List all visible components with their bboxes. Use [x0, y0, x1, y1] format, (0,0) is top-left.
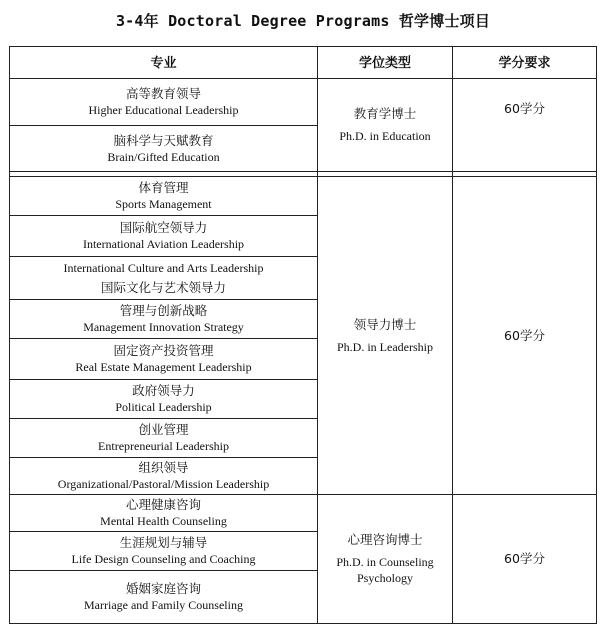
major-zh: 国际航空领导力 — [119, 220, 208, 235]
major-zh: 高等教育领导 — [125, 86, 201, 101]
credits-cell — [453, 79, 597, 172]
major-en: International Culture and Arts Leadership — [63, 261, 264, 275]
degree-cell — [318, 79, 453, 172]
credits-value: 60学分 — [504, 101, 545, 116]
major-cell — [10, 419, 318, 458]
degree-zh: 教育学博士 — [353, 106, 417, 121]
credits-cell — [453, 177, 597, 495]
degree-zh: 心理咨询博士 — [347, 532, 423, 547]
major-cell — [10, 458, 318, 495]
major-zh: 创业管理 — [138, 422, 189, 437]
major-zh: 体育管理 — [138, 180, 189, 195]
major-cell — [10, 571, 318, 624]
major-zh: 组织领导 — [138, 460, 189, 475]
degree-en: Ph.D. in Education — [339, 129, 431, 143]
major-cell — [10, 257, 318, 300]
table-row — [10, 495, 597, 532]
degree-cell — [318, 495, 453, 624]
major-en: Organizational/Pastoral/Mission Leadership — [57, 477, 270, 491]
major-en: Life Design Counseling and Coaching — [71, 552, 256, 566]
major-en: Real Estate Management Leadership — [75, 360, 252, 374]
major-zh: 婚姻家庭咨询 — [125, 581, 201, 596]
major-zh: 国际文化与艺术领导力 — [100, 280, 226, 295]
major-zh: 政府领导力 — [132, 383, 195, 398]
major-en: Higher Educational Leadership — [88, 103, 239, 117]
major-en: International Aviation Leadership — [82, 237, 245, 251]
credits-value: 60学分 — [504, 327, 545, 343]
major-en: Marriage and Family Counseling — [84, 598, 243, 612]
table-row — [10, 177, 597, 216]
major-zh: 心理健康咨询 — [125, 497, 201, 512]
page-title: 3-4年 Doctoral Degree Programs 哲学博士项目 — [115, 12, 491, 30]
credits-value: 60学分 — [504, 551, 545, 566]
major-cell — [10, 380, 318, 419]
degree-zh: 领导力博士 — [353, 316, 417, 332]
major-cell — [10, 216, 318, 257]
table-row — [10, 79, 597, 126]
major-en: Political Leadership — [115, 400, 212, 414]
major-en: Entrepreneurial Leadership — [98, 439, 229, 453]
major-cell — [10, 532, 318, 571]
major-zh: 生涯规划与辅导 — [119, 535, 208, 550]
major-zh: 脑科学与天赋教育 — [113, 132, 214, 148]
major-cell — [10, 495, 318, 532]
major-en: Mental Health Counseling — [100, 514, 227, 528]
major-cell — [10, 300, 318, 339]
major-en: Sports Management — [115, 197, 212, 211]
header-credits: 学分要求 — [453, 47, 597, 79]
header-degree-type: 学位类型 — [318, 47, 453, 79]
table-header-row — [10, 47, 597, 79]
major-en: Brain/Gifted Education — [107, 149, 220, 164]
major-en: Management Innovation Strategy — [83, 320, 244, 334]
major-cell — [10, 177, 318, 216]
programs-table — [9, 46, 597, 624]
degree-en: Ph.D. in Leadership — [337, 339, 433, 354]
credits-cell — [453, 495, 597, 624]
major-cell — [10, 339, 318, 380]
major-zh: 管理与创新战略 — [119, 303, 208, 318]
major-zh: 固定资产投资管理 — [113, 343, 214, 358]
major-cell — [10, 79, 318, 126]
degree-cell — [318, 177, 453, 495]
major-cell — [10, 126, 318, 172]
degree-en: Ph.D. in Counseling Psychology — [336, 555, 434, 585]
header-major: 专业 — [10, 47, 318, 79]
